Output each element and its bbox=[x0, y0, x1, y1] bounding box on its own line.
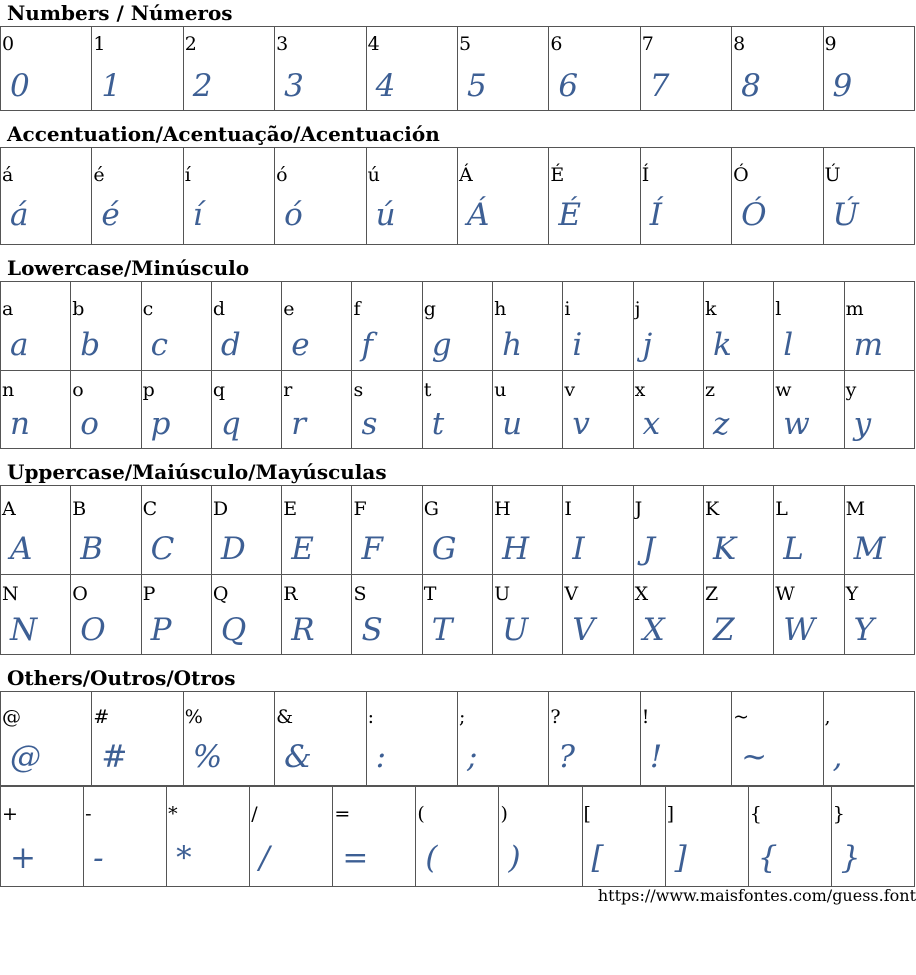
glyph-sample: ; bbox=[466, 739, 478, 775]
glyph-sample: D bbox=[220, 531, 246, 567]
glyph-sample: F bbox=[361, 531, 383, 567]
glyph-cell bbox=[703, 282, 773, 371]
glyph-cell bbox=[549, 148, 640, 245]
glyph-cell bbox=[1, 486, 71, 575]
glyph-cell bbox=[499, 787, 582, 887]
character-label: o bbox=[72, 379, 84, 401]
glyph-sample: C bbox=[150, 531, 175, 567]
character-label: Q bbox=[212, 583, 229, 605]
glyph-sample: 1 bbox=[101, 68, 122, 104]
character-label: í bbox=[184, 164, 191, 186]
glyph-cell bbox=[640, 148, 731, 245]
glyph-sample: ] bbox=[674, 840, 687, 876]
glyph-sample: 4 bbox=[375, 68, 396, 104]
glyph-sample: B bbox=[80, 531, 104, 567]
glyph-cell bbox=[92, 148, 183, 245]
character-label: Ó bbox=[733, 164, 749, 186]
character-label: m bbox=[845, 298, 864, 320]
glyph-cell bbox=[366, 692, 457, 786]
glyph-cell bbox=[549, 692, 640, 786]
glyph-sample: ~ bbox=[741, 739, 768, 775]
glyph-cell bbox=[422, 282, 492, 371]
character-label: n bbox=[2, 379, 15, 401]
glyph-sample: x bbox=[642, 406, 661, 442]
glyph-sample: Í bbox=[649, 197, 662, 233]
glyph-cell bbox=[493, 282, 563, 371]
character-label: 9 bbox=[824, 33, 837, 55]
glyph-cell bbox=[823, 27, 914, 111]
character-label: x bbox=[634, 379, 646, 401]
glyph-sample: 0 bbox=[10, 68, 30, 104]
glyph-sample: ) bbox=[508, 840, 521, 876]
glyph-sample: r bbox=[291, 406, 307, 442]
glyph-cell bbox=[282, 486, 352, 575]
character-label: D bbox=[212, 498, 229, 520]
glyph-sample: & bbox=[284, 739, 312, 775]
glyph-cell bbox=[352, 575, 422, 655]
glyph-cell bbox=[563, 371, 633, 449]
glyph-cell bbox=[844, 575, 914, 655]
glyph-cell bbox=[211, 282, 281, 371]
glyph-cell bbox=[563, 486, 633, 575]
glyph-cell bbox=[549, 27, 640, 111]
character-label: G bbox=[423, 498, 439, 520]
character-label: O bbox=[72, 583, 88, 605]
glyph-cell bbox=[493, 371, 563, 449]
glyph-cell bbox=[366, 148, 457, 245]
character-label: Z bbox=[704, 583, 719, 605]
character-label: # bbox=[93, 706, 110, 728]
glyph-sample: z bbox=[712, 406, 730, 442]
character-label: p bbox=[142, 379, 155, 401]
glyph-cell bbox=[84, 787, 167, 887]
glyph-cell bbox=[71, 575, 141, 655]
glyph-cell bbox=[333, 787, 416, 887]
glyph-sample: [ bbox=[591, 840, 604, 876]
character-label: : bbox=[367, 706, 374, 728]
glyph-sample: # bbox=[101, 739, 128, 775]
glyph-cell bbox=[141, 575, 211, 655]
glyph-cell bbox=[457, 692, 548, 786]
numbers-row bbox=[1, 27, 915, 111]
glyph-sample: ú bbox=[375, 197, 396, 233]
glyph-sample: 5 bbox=[466, 68, 487, 104]
character-label: 0 bbox=[2, 33, 15, 55]
glyph-sample: 2 bbox=[192, 68, 213, 104]
glyph-cell bbox=[71, 371, 141, 449]
character-label: k bbox=[704, 298, 717, 320]
character-label: É bbox=[550, 164, 565, 186]
character-label: & bbox=[276, 706, 294, 728]
character-label: = bbox=[334, 803, 351, 825]
character-label: ] bbox=[666, 803, 675, 825]
character-label: t bbox=[423, 379, 432, 401]
character-label: y bbox=[845, 379, 857, 401]
glyph-cell bbox=[92, 692, 183, 786]
lowercase-section-title: Lowercase/Minúsculo bbox=[7, 256, 250, 280]
glyph-sample: T bbox=[431, 612, 453, 648]
character-label: ; bbox=[458, 706, 466, 728]
glyph-cell bbox=[774, 282, 844, 371]
glyph-cell bbox=[640, 692, 731, 786]
glyph-sample: X bbox=[642, 612, 665, 648]
glyph-sample: í bbox=[192, 197, 203, 233]
uppercase-row-2 bbox=[1, 575, 915, 655]
character-label: u bbox=[494, 379, 507, 401]
glyph-sample: Á bbox=[466, 197, 490, 233]
glyph-sample: + bbox=[10, 840, 36, 876]
character-label: Í bbox=[641, 164, 650, 186]
glyph-sample: I bbox=[572, 531, 585, 567]
glyph-sample: b bbox=[80, 327, 101, 363]
character-label: j bbox=[634, 298, 641, 320]
character-label: 5 bbox=[458, 33, 472, 55]
character-label: 6 bbox=[550, 33, 563, 55]
glyph-cell bbox=[416, 787, 499, 887]
character-label: a bbox=[2, 298, 14, 320]
glyph-sample: m bbox=[853, 327, 883, 363]
glyph-sample: 8 bbox=[741, 68, 761, 104]
character-label: b bbox=[72, 298, 85, 320]
character-label: F bbox=[353, 498, 367, 520]
glyph-sample: H bbox=[502, 531, 530, 567]
glyph-sample: j bbox=[642, 327, 653, 363]
glyph-sample: M bbox=[853, 531, 886, 567]
glyph-cell bbox=[352, 282, 422, 371]
glyph-sample: { bbox=[757, 840, 778, 876]
glyph-cell bbox=[633, 371, 703, 449]
character-label: T bbox=[423, 583, 437, 605]
character-label: 8 bbox=[733, 33, 746, 55]
lowercase-row-2 bbox=[1, 371, 915, 449]
character-label: ú bbox=[367, 164, 380, 186]
uppercase-grid bbox=[0, 485, 915, 655]
glyph-cell bbox=[563, 575, 633, 655]
glyph-cell bbox=[366, 27, 457, 111]
character-label: X bbox=[634, 583, 649, 605]
glyph-sample: K bbox=[712, 531, 737, 567]
character-label: - bbox=[85, 803, 92, 825]
lowercase-row-1 bbox=[1, 282, 915, 371]
others-row-2 bbox=[1, 787, 915, 887]
glyph-cell bbox=[1, 787, 84, 887]
character-label: w bbox=[775, 379, 792, 401]
character-label: i bbox=[564, 298, 571, 320]
glyph-cell bbox=[493, 486, 563, 575]
others-row-1 bbox=[1, 692, 915, 786]
glyph-sample: u bbox=[502, 406, 523, 442]
character-label: ! bbox=[641, 706, 650, 728]
glyph-sample: É bbox=[558, 197, 581, 233]
character-label: v bbox=[564, 379, 576, 401]
glyph-cell bbox=[640, 27, 731, 111]
glyph-sample: A bbox=[10, 531, 33, 567]
glyph-cell bbox=[167, 787, 250, 887]
glyph-cell bbox=[141, 282, 211, 371]
glyph-cell bbox=[92, 27, 183, 111]
character-label: Á bbox=[458, 164, 473, 186]
source-url[interactable]: https://www.maisfontes.com/guess.font bbox=[597, 886, 916, 905]
character-label: R bbox=[283, 583, 298, 605]
character-label: , bbox=[824, 706, 831, 728]
character-label: Y bbox=[845, 583, 859, 605]
glyph-sample: V bbox=[572, 612, 595, 648]
glyph-cell bbox=[703, 371, 773, 449]
glyph-cell bbox=[582, 787, 665, 887]
glyph-cell bbox=[250, 787, 333, 887]
character-label: S bbox=[353, 583, 367, 605]
character-label: d bbox=[212, 298, 226, 320]
character-label: ó bbox=[276, 164, 288, 186]
character-label: 3 bbox=[276, 33, 289, 55]
character-label: N bbox=[2, 583, 19, 605]
glyph-cell bbox=[703, 486, 773, 575]
glyph-sample: L bbox=[783, 531, 804, 567]
glyph-sample: a bbox=[10, 327, 29, 363]
glyph-cell bbox=[823, 148, 914, 245]
others-grid-row2 bbox=[0, 786, 915, 887]
glyph-cell bbox=[633, 486, 703, 575]
glyph-cell bbox=[844, 486, 914, 575]
glyph-sample: d bbox=[220, 327, 241, 363]
glyph-cell bbox=[422, 486, 492, 575]
glyph-cell bbox=[211, 371, 281, 449]
glyph-sample: v bbox=[572, 406, 590, 442]
glyph-cell bbox=[457, 148, 548, 245]
glyph-cell bbox=[457, 27, 548, 111]
glyph-sample: N bbox=[10, 612, 38, 648]
glyph-sample: U bbox=[502, 612, 529, 648]
glyph-sample: P bbox=[150, 612, 172, 648]
glyph-cell bbox=[275, 692, 366, 786]
glyph-cell bbox=[732, 692, 823, 786]
glyph-sample: Ú bbox=[832, 197, 859, 233]
glyph-cell bbox=[732, 27, 823, 111]
glyph-cell bbox=[844, 282, 914, 371]
character-label: [ bbox=[583, 803, 591, 825]
glyph-cell bbox=[703, 575, 773, 655]
glyph-cell bbox=[1, 371, 71, 449]
glyph-sample: Z bbox=[712, 612, 735, 648]
glyph-cell bbox=[275, 27, 366, 111]
glyph-cell bbox=[1, 692, 92, 786]
glyph-sample: = bbox=[342, 840, 369, 876]
character-label: é bbox=[93, 164, 105, 186]
glyph-cell bbox=[1, 282, 71, 371]
glyph-sample: R bbox=[291, 612, 315, 648]
character-label: Ú bbox=[824, 164, 841, 186]
glyph-sample: , bbox=[832, 739, 843, 775]
glyph-sample: E bbox=[291, 531, 314, 567]
glyph-cell bbox=[1, 27, 92, 111]
numbers-section-title: Numbers / Números bbox=[7, 1, 233, 25]
glyph-sample: @ bbox=[10, 739, 41, 775]
character-label: @ bbox=[2, 706, 21, 728]
glyph-sample: O bbox=[80, 612, 106, 648]
glyph-cell bbox=[563, 282, 633, 371]
character-label: / bbox=[251, 803, 258, 825]
glyph-sample: J bbox=[642, 531, 656, 567]
glyph-sample: k bbox=[712, 327, 732, 363]
glyph-cell bbox=[275, 148, 366, 245]
character-label: E bbox=[283, 498, 298, 520]
glyph-cell bbox=[748, 787, 831, 887]
character-label: % bbox=[184, 706, 203, 728]
character-label: + bbox=[2, 803, 18, 825]
glyph-cell bbox=[831, 787, 914, 887]
lowercase-grid bbox=[0, 281, 915, 449]
glyph-sample: i bbox=[572, 327, 583, 363]
character-label: g bbox=[423, 298, 436, 320]
glyph-sample: 6 bbox=[558, 68, 579, 104]
glyph-cell bbox=[211, 486, 281, 575]
character-label: I bbox=[564, 498, 572, 520]
character-label: A bbox=[2, 498, 16, 520]
character-label: } bbox=[832, 803, 845, 825]
glyph-cell bbox=[352, 371, 422, 449]
character-label: C bbox=[142, 498, 158, 520]
character-label: f bbox=[353, 298, 361, 320]
character-label: B bbox=[72, 498, 87, 520]
glyph-cell bbox=[493, 575, 563, 655]
glyph-sample: s bbox=[361, 406, 378, 442]
accent-row bbox=[1, 148, 915, 245]
character-label: K bbox=[704, 498, 720, 520]
character-label: 7 bbox=[641, 33, 654, 55]
glyph-sample: Y bbox=[853, 612, 875, 648]
glyph-sample: G bbox=[431, 531, 457, 567]
glyph-cell bbox=[633, 282, 703, 371]
character-label: h bbox=[494, 298, 507, 320]
glyph-cell bbox=[633, 575, 703, 655]
glyph-sample: p bbox=[150, 406, 171, 442]
glyph-cell bbox=[282, 575, 352, 655]
glyph-cell bbox=[282, 282, 352, 371]
glyph-cell bbox=[282, 371, 352, 449]
character-label: 1 bbox=[93, 33, 106, 55]
character-label: l bbox=[775, 298, 782, 320]
glyph-cell bbox=[774, 486, 844, 575]
glyph-sample: w bbox=[783, 406, 810, 442]
numbers-grid bbox=[0, 26, 915, 111]
accent-section-title: Accentuation/Acentuação/Acentuación bbox=[7, 122, 440, 146]
glyph-cell bbox=[71, 486, 141, 575]
character-label: J bbox=[634, 498, 643, 520]
character-label: ) bbox=[500, 803, 508, 825]
glyph-sample: % bbox=[192, 739, 223, 775]
glyph-cell bbox=[183, 692, 274, 786]
glyph-cell bbox=[352, 486, 422, 575]
character-label: ~ bbox=[733, 706, 750, 728]
character-label: U bbox=[494, 583, 511, 605]
uppercase-section-title: Uppercase/Maiúsculo/Mayúsculas bbox=[7, 460, 387, 484]
glyph-sample: Ó bbox=[741, 197, 767, 233]
character-label: M bbox=[845, 498, 866, 520]
glyph-sample: 3 bbox=[284, 68, 304, 104]
uppercase-row-1 bbox=[1, 486, 915, 575]
glyph-sample: f bbox=[361, 327, 373, 363]
character-label: * bbox=[168, 803, 178, 825]
glyph-sample: g bbox=[431, 327, 452, 363]
glyph-sample: / bbox=[259, 840, 270, 876]
glyph-cell bbox=[183, 27, 274, 111]
glyph-cell bbox=[844, 371, 914, 449]
character-label: H bbox=[494, 498, 511, 520]
glyph-cell bbox=[422, 575, 492, 655]
glyph-sample: ! bbox=[649, 739, 663, 775]
glyph-cell bbox=[71, 282, 141, 371]
glyph-sample: * bbox=[176, 840, 192, 876]
glyph-sample: S bbox=[361, 612, 383, 648]
character-label: c bbox=[142, 298, 154, 320]
glyph-sample: - bbox=[93, 840, 104, 876]
glyph-sample: á bbox=[10, 197, 29, 233]
glyph-cell bbox=[422, 371, 492, 449]
character-label: 2 bbox=[184, 33, 197, 55]
character-label: ( bbox=[417, 803, 425, 825]
glyph-sample: : bbox=[375, 739, 387, 775]
glyph-sample: } bbox=[840, 840, 861, 876]
glyph-sample: c bbox=[150, 327, 168, 363]
glyph-cell bbox=[823, 692, 914, 786]
character-label: V bbox=[564, 583, 579, 605]
character-label: s bbox=[353, 379, 364, 401]
character-label: L bbox=[775, 498, 788, 520]
glyph-cell bbox=[141, 371, 211, 449]
glyph-sample: q bbox=[220, 406, 241, 442]
glyph-sample: o bbox=[80, 406, 99, 442]
character-label: r bbox=[283, 379, 293, 401]
glyph-cell bbox=[183, 148, 274, 245]
glyph-sample: t bbox=[431, 406, 445, 442]
glyph-sample: ó bbox=[284, 197, 303, 233]
glyph-sample: Q bbox=[220, 612, 247, 648]
glyph-sample: é bbox=[101, 197, 120, 233]
character-label: e bbox=[283, 298, 295, 320]
glyph-sample: e bbox=[291, 327, 310, 363]
glyph-cell bbox=[774, 371, 844, 449]
character-label: P bbox=[142, 583, 156, 605]
character-label: z bbox=[704, 379, 715, 401]
glyph-sample: ( bbox=[425, 840, 438, 876]
accent-grid bbox=[0, 147, 915, 245]
glyph-sample: y bbox=[853, 406, 872, 442]
character-label: á bbox=[2, 164, 14, 186]
glyph-sample: h bbox=[502, 327, 523, 363]
character-label: 4 bbox=[367, 33, 380, 55]
character-label: { bbox=[749, 803, 762, 825]
character-label: q bbox=[212, 379, 226, 401]
others-section-title: Others/Outros/Otros bbox=[7, 666, 236, 690]
glyph-sample: W bbox=[783, 612, 816, 648]
glyph-cell bbox=[774, 575, 844, 655]
glyph-sample: n bbox=[10, 406, 30, 442]
glyph-cell bbox=[141, 486, 211, 575]
character-label: ? bbox=[550, 706, 561, 728]
glyph-sample: ? bbox=[558, 739, 575, 775]
glyph-cell bbox=[1, 148, 92, 245]
glyph-cell bbox=[665, 787, 748, 887]
glyph-sample: l bbox=[783, 327, 794, 363]
others-grid-row1 bbox=[0, 691, 915, 786]
glyph-sample: 9 bbox=[832, 68, 853, 104]
glyph-cell bbox=[211, 575, 281, 655]
character-label: W bbox=[775, 583, 795, 605]
glyph-cell bbox=[732, 148, 823, 245]
glyph-sample: 7 bbox=[649, 68, 670, 104]
glyph-cell bbox=[1, 575, 71, 655]
